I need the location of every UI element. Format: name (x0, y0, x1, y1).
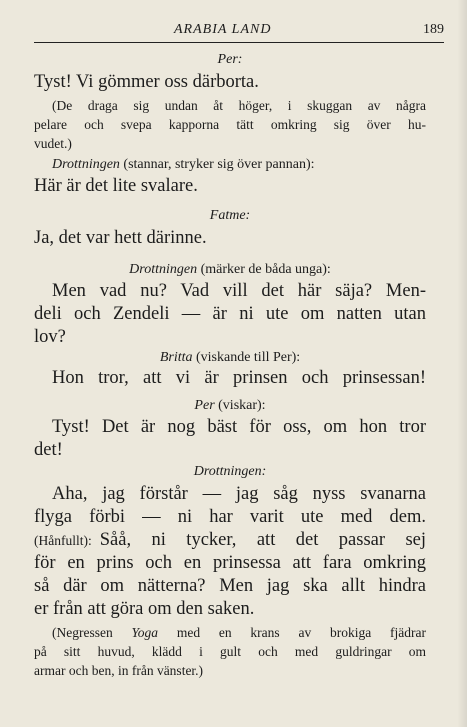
page-edge-shadow (457, 0, 467, 727)
dialogue-line: flyga förbi — ni har varit ute med dem. (34, 507, 426, 527)
dialogue-line: för en prins och en prinsessa att fara omkring (34, 553, 426, 573)
dialogue-line: Tyst! Vi gömmer oss därborta. (34, 72, 259, 92)
dialogue-text: Såå, ni tycker, att det passar sej (99, 530, 426, 550)
stage-direction: (märker de båda unga): (200, 262, 331, 277)
speaker-with-direction (52, 157, 444, 173)
speaker-name: Britta (159, 350, 193, 365)
stage-direction-line: pelare och svepa kapporna tätt omkring sig över hu- (34, 117, 426, 132)
speaker-with-direction (34, 262, 426, 278)
speaker-name: Drottningen (129, 262, 198, 277)
stage-direction-line: vudet.) (34, 136, 72, 151)
dialogue-line: det! (34, 440, 63, 460)
page-number: 189 (423, 22, 444, 37)
stage-direction: (stannar, stryker sig över pannan): (123, 157, 315, 172)
speaker-with-direction (34, 350, 426, 366)
speaker-name: Per: (217, 52, 243, 67)
character-name: Yoga (131, 625, 159, 640)
stage-direction-text: (Negressen (52, 625, 113, 640)
stage-direction: (viskande till Per): (195, 350, 301, 365)
speaker-with-direction (34, 398, 426, 414)
stage-direction-text: med en krans av brokiga fjädrar (176, 625, 426, 640)
stage-direction: (Hånfullt): (34, 533, 92, 548)
stage-direction-line: armar och ben, in från vänster.) (34, 663, 204, 678)
dialogue-line: Men vad nu? Vad vill det här säja? Men- (52, 281, 426, 301)
stage-direction-line (52, 625, 426, 641)
running-head (34, 20, 444, 43)
stage-direction-line: på sitt huvud, klädd i gult och med guldringar om (34, 644, 426, 659)
speaker-name: Drottningen (52, 157, 120, 172)
speaker-name: Fatme: (209, 208, 251, 223)
speaker-name: Drottningen: (193, 464, 267, 479)
dialogue-line: lov? (34, 327, 66, 347)
dialogue-line-with-direction (34, 530, 426, 551)
dialogue-line: Här är det lite svalare. (34, 176, 198, 196)
speaker-name: Per (194, 398, 215, 413)
running-title: ARABIA LAND (174, 22, 272, 37)
dialogue-line: er från att göra om den saken. (34, 599, 255, 619)
dialogue-line: Aha, jag förstår — jag såg nyss svanarna (52, 484, 426, 504)
dialogue-line: så där om nätterna? Men jag ska allt hindra (34, 576, 426, 596)
dialogue-line: Ja, det var hett därinne. (34, 228, 207, 248)
dialogue-line: Tyst! Det är nog bäst för oss, om hon tror (52, 417, 426, 437)
stage-direction: (viskar): (218, 398, 266, 413)
stage-direction-line: (De draga sig undan åt höger, i skuggan av några (52, 98, 426, 113)
dialogue-line: deli och Zendeli — är ni ute om natten utan (34, 304, 426, 324)
dialogue-line: Hon tror, att vi är prinsen och prinsessan! (52, 368, 426, 388)
